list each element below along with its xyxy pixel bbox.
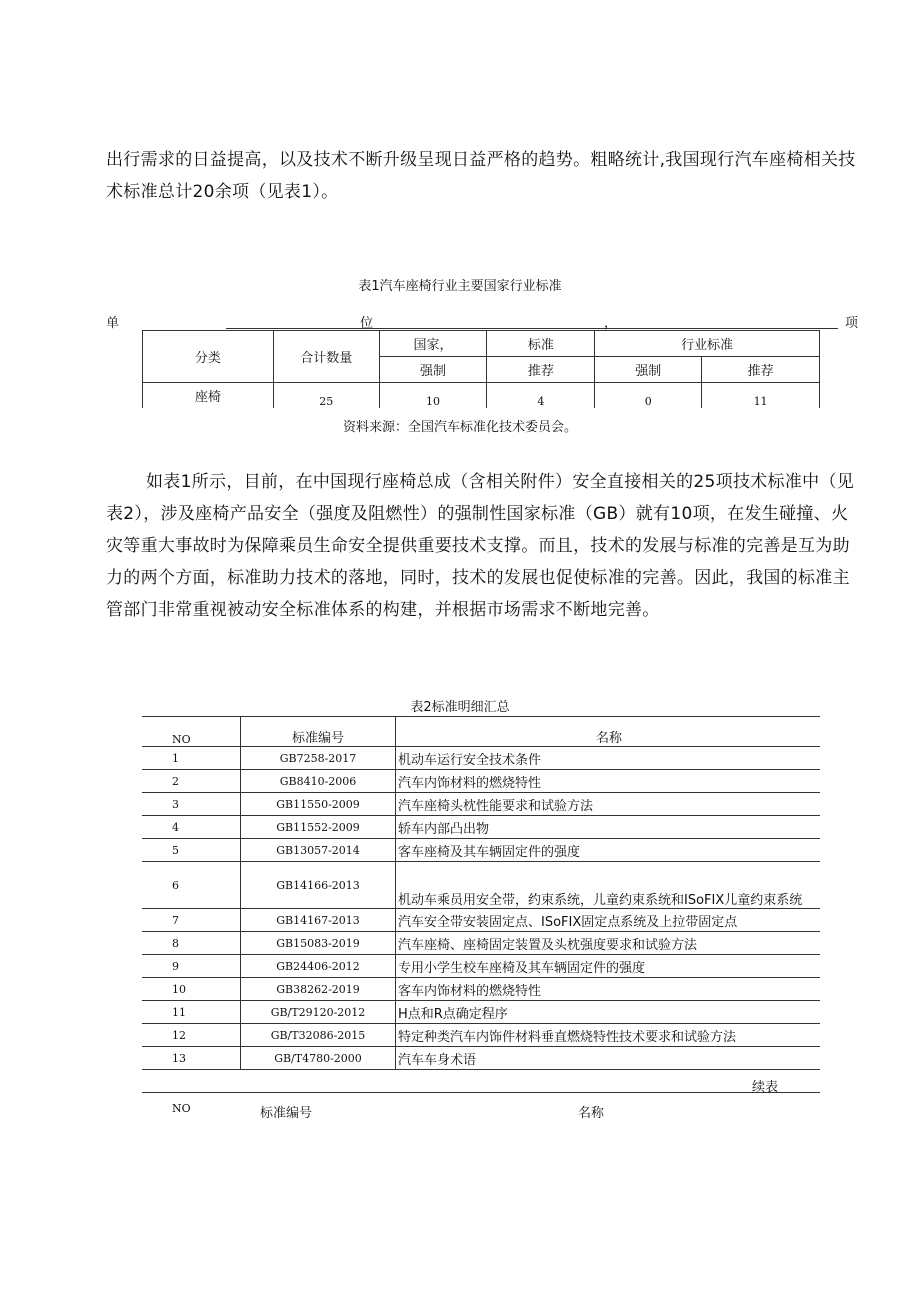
table-row <box>142 1024 820 1047</box>
table-row <box>142 793 820 816</box>
row-name: 汽车安全带安装固定点、ISoFIX固定点系统及上拉带固定点 <box>396 909 821 932</box>
row-no: 5 <box>142 839 241 862</box>
table-row <box>142 862 820 909</box>
body-paragraph-1: 出行需求的日益提高，以及技术不断升级呈现日益严格的趋势。粗略统计,我国现行汽车座椅相关技术标准总计20余项（见表1）。 <box>106 150 856 202</box>
row-no: 8 <box>142 932 241 955</box>
row-code: GB/T4780-2000 <box>241 1047 396 1070</box>
row-code: GB8410-2006 <box>241 770 396 793</box>
unit-underline <box>226 328 838 329</box>
row-code: GB13057-2014 <box>241 839 396 862</box>
header-no: NO <box>142 717 241 747</box>
unit-label-mid: 位 <box>360 316 374 331</box>
row-name: 汽车座椅头枕性能要求和试验方法 <box>396 793 821 816</box>
table1-unit-row <box>106 312 858 330</box>
row-code: GB/T29120-2012 <box>241 1001 396 1024</box>
header-mandatory-industry: 强制 <box>595 357 702 383</box>
table-row <box>142 955 820 978</box>
row-name: 机动车运行安全技术条件 <box>396 747 821 770</box>
row-no: 7 <box>142 909 241 932</box>
cont-header-no: NO <box>172 1102 191 1115</box>
unit-label-right: 项 <box>844 316 858 331</box>
header-mandatory-national: 强制 <box>379 357 487 383</box>
table-row <box>142 839 820 862</box>
continued-header-row <box>142 1102 820 1122</box>
row-code: GB11550-2009 <box>241 793 396 816</box>
table-row <box>142 816 820 839</box>
row-code: GB14166-2013 <box>241 862 396 909</box>
row-national-recommended: 4 <box>487 383 595 409</box>
row-code: GB24406-2012 <box>241 955 396 978</box>
row-no: 9 <box>142 955 241 978</box>
header-industry: 行业标准 <box>595 331 820 357</box>
row-national-mandatory: 10 <box>379 383 487 409</box>
row-code: GB7258-2017 <box>241 747 396 770</box>
unit-label-left: 单 <box>106 316 120 331</box>
header-name: 名称 <box>396 717 821 747</box>
row-industry-recommended: 11 <box>702 383 820 409</box>
table2-header-row <box>142 717 820 747</box>
row-name: 汽车车身术语 <box>396 1047 821 1070</box>
row-name: 机动车乘员用安全带，约束系统，儿童约束系统和ISoFIX儿童约束系统 <box>396 862 821 909</box>
row-no: 3 <box>142 793 241 816</box>
row-category: 座椅 <box>143 383 274 409</box>
row-code: GB/T32086-2015 <box>241 1024 396 1047</box>
row-no: 11 <box>142 1001 241 1024</box>
continued-label: 续表 <box>752 1080 779 1095</box>
row-code: GB15083-2019 <box>241 932 396 955</box>
row-name: 客车座椅及其车辆固定件的强度 <box>396 839 821 862</box>
table-row <box>142 1047 820 1070</box>
header-recommended-national: 推荐 <box>487 357 595 383</box>
cont-header-name: 名称 <box>578 1106 605 1121</box>
table-row <box>142 1001 820 1024</box>
cont-header-code: 标准编号 <box>260 1106 313 1121</box>
row-name: 轿车内部凸出物 <box>396 816 821 839</box>
row-name: 汽车内饰材料的燃烧特性 <box>396 770 821 793</box>
row-name: 特定种类汽车内饰件材料垂直燃烧特性技术要求和试验方法 <box>396 1024 821 1047</box>
row-code: GB38262-2019 <box>241 978 396 1001</box>
row-no: 6 <box>142 862 241 909</box>
row-no: 13 <box>142 1047 241 1070</box>
row-no: 4 <box>142 816 241 839</box>
table2-caption: 表2标准明细汇总 <box>410 700 510 715</box>
header-total: 合计数量 <box>273 331 379 383</box>
row-no: 2 <box>142 770 241 793</box>
header-standard: 标准 <box>487 331 595 357</box>
row-total: 25 <box>273 383 379 409</box>
table2 <box>142 716 820 1070</box>
row-name: 汽车座椅、座椅固定装置及头枕强度要求和试验方法 <box>396 932 821 955</box>
table-row <box>142 909 820 932</box>
row-no: 12 <box>142 1024 241 1047</box>
header-recommended-industry: 推荐 <box>702 357 820 383</box>
table1 <box>142 330 820 408</box>
header-category: 分类 <box>143 331 274 383</box>
table-row <box>142 770 820 793</box>
row-no: 10 <box>142 978 241 1001</box>
row-code: GB14167-2013 <box>241 909 396 932</box>
continued-rule <box>142 1092 820 1093</box>
row-name: H点和R点确定程序 <box>396 1001 821 1024</box>
header-national: 国家， <box>379 331 487 357</box>
row-name: 客车内饰材料的燃烧特性 <box>396 978 821 1001</box>
header-code: 标准编号 <box>241 717 396 747</box>
row-no: 1 <box>142 747 241 770</box>
body-paragraph-2: 如表1所示，目前，在中国现行座椅总成（含相关附件）安全直接相关的25项技术标准中（见表2），涉及座椅产品安全（强度及阻燃性）的强制性国家标准（GB）就有10项，在发生碰撞、火灾等重大事故时为保障乘员生命安全提供重要技术支撑。而且，技术的发展与标准的完善是互为助力的两个方面，标准助力技术的落地，同时，技术的发展也促使标准的完善。因此，我国的标准主管部门非常重视被动安全标准体系的构建，并根据市场需求不断地完善。 <box>106 472 855 620</box>
row-name: 专用小学生校车座椅及其车辆固定件的强度 <box>396 955 821 978</box>
table-row <box>142 978 820 1001</box>
table-row <box>142 747 820 770</box>
table-row <box>142 932 820 955</box>
row-code: GB11552-2009 <box>241 816 396 839</box>
unit-label-comma: ， <box>604 316 618 331</box>
table1-source-note: 资料来源：全国汽车标准化技术委员会。 <box>342 420 577 435</box>
row-industry-mandatory: 0 <box>595 383 702 409</box>
table1-caption: 表1汽车座椅行业主要国家行业标准 <box>358 279 562 294</box>
